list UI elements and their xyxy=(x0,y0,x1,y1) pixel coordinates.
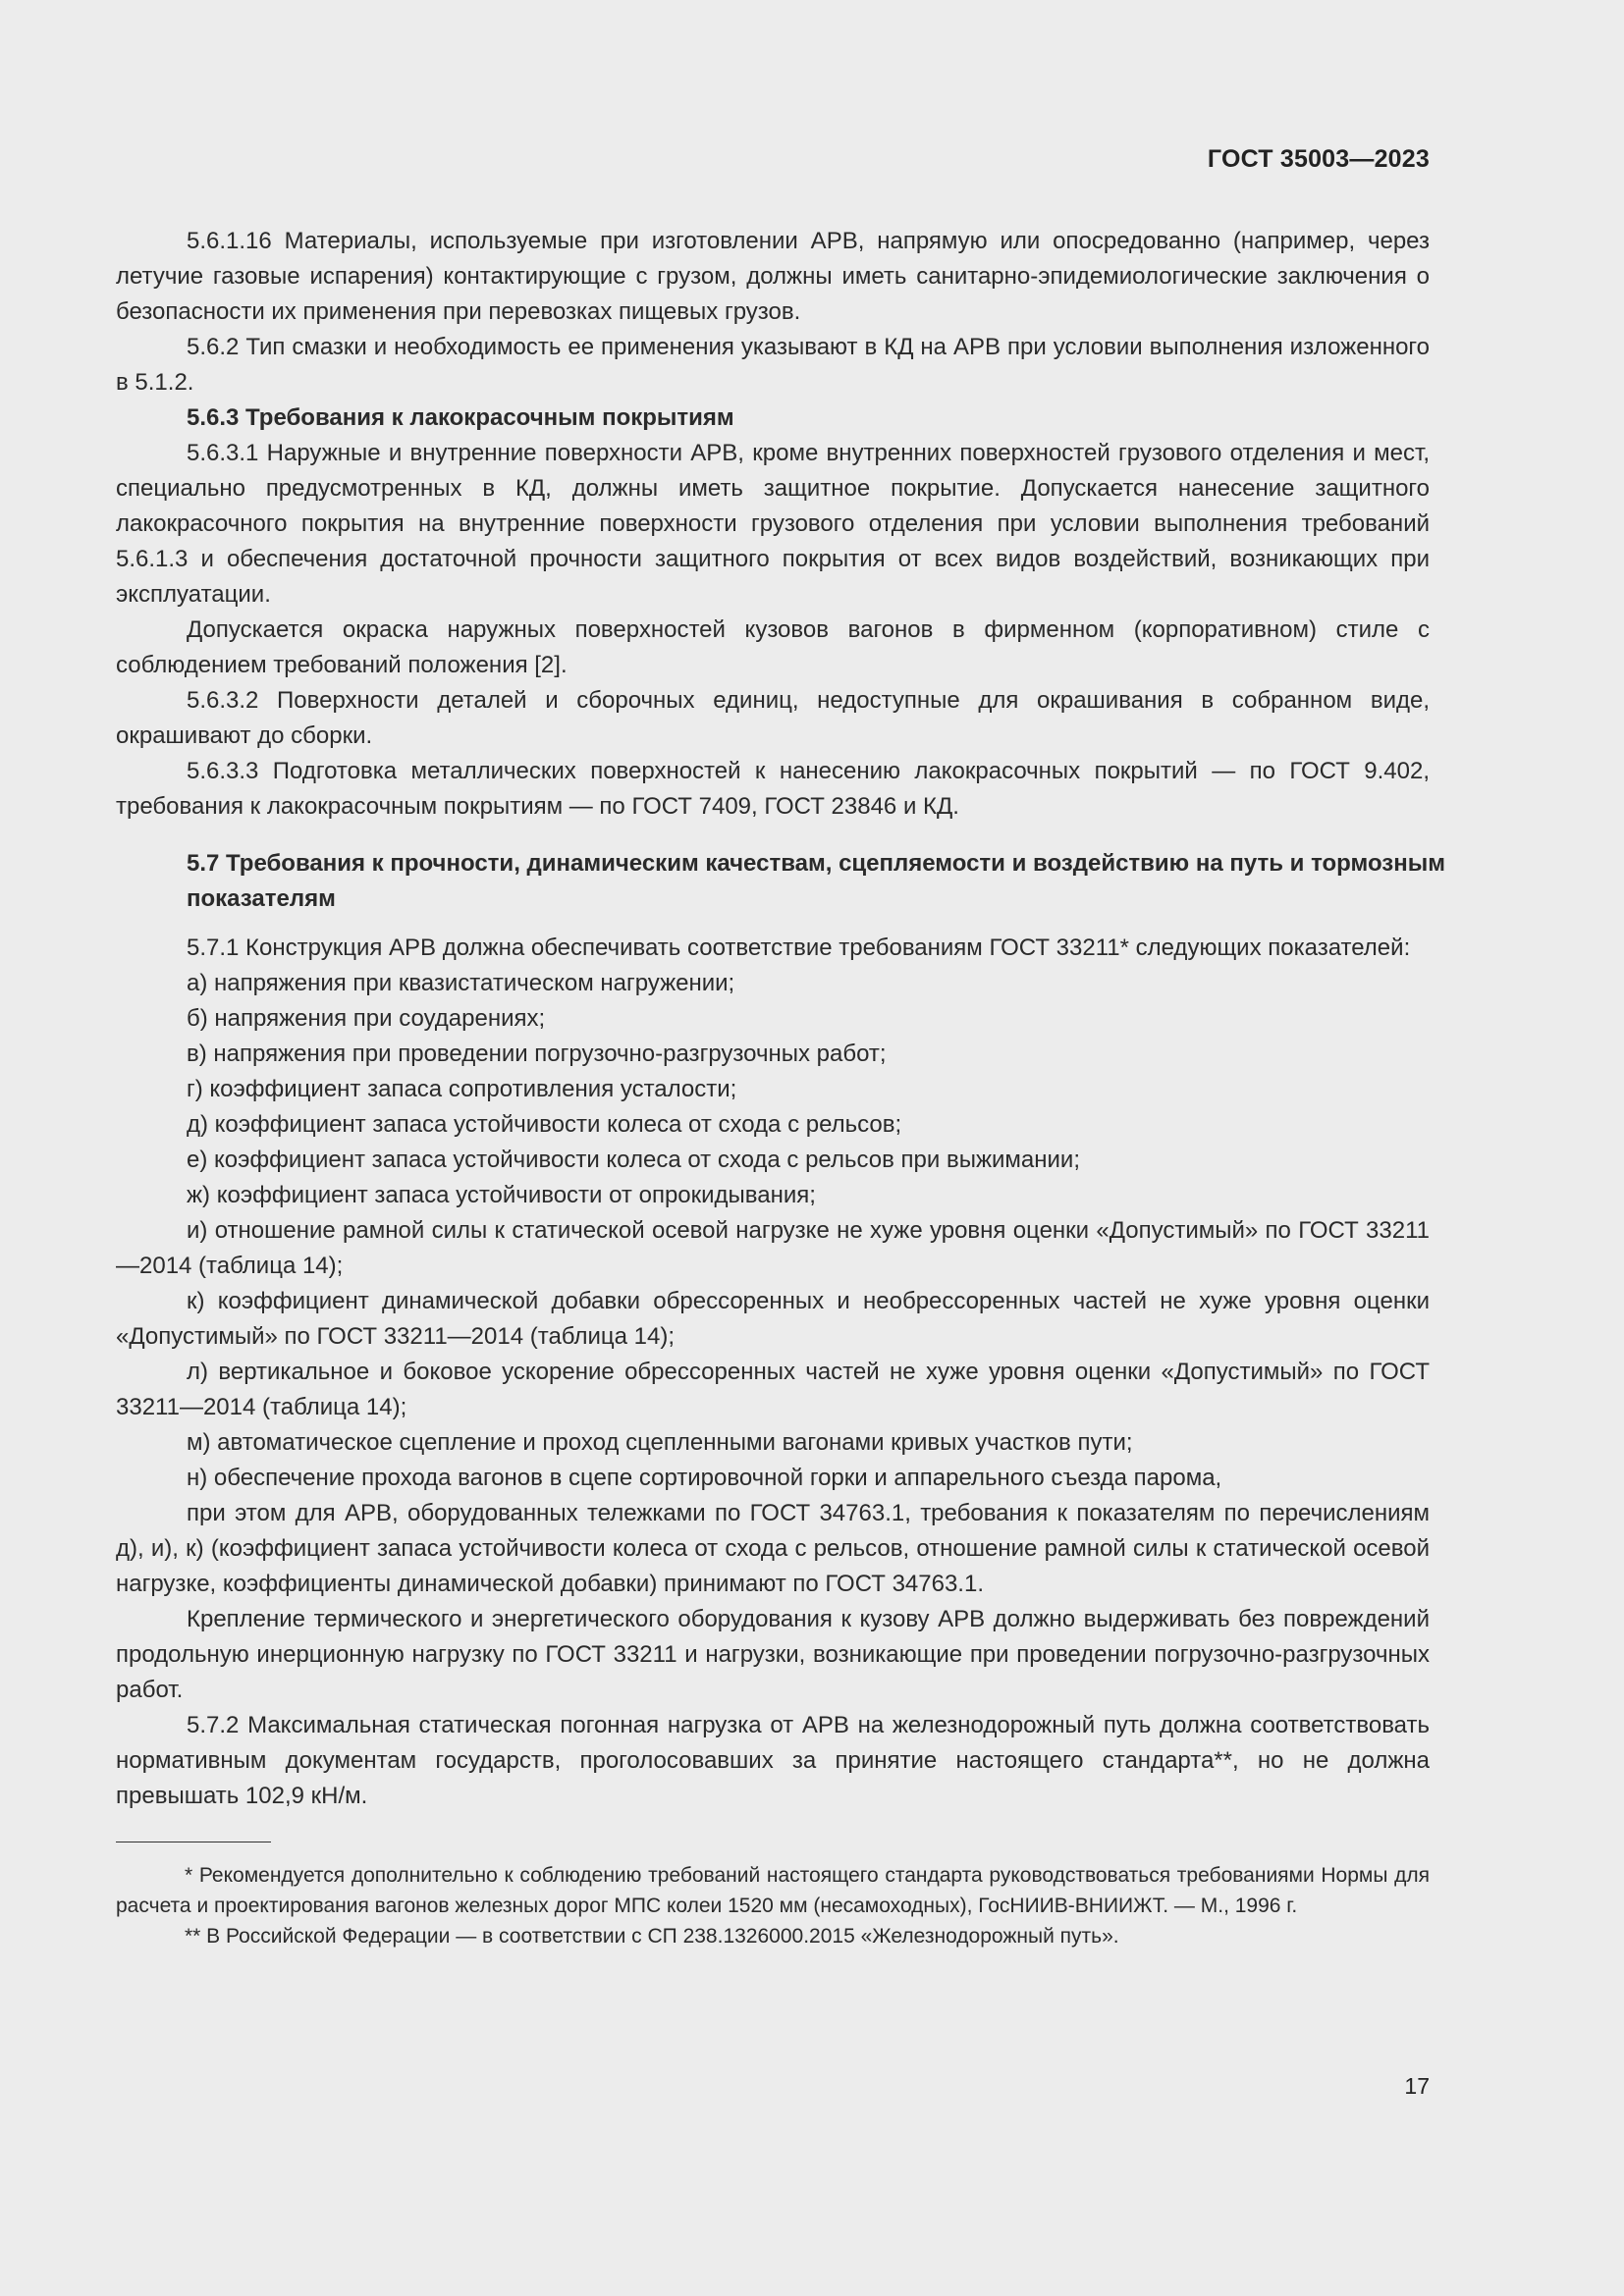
paragraph-5-7-1: 5.7.1 Конструкция АРВ должна обеспечивать соответствие требованиям ГОСТ 33211* следующих показателей: xyxy=(187,934,1411,961)
paragraph-5-6-3-1-corporate-paint: Допускается окраска наружных поверхностей кузовов вагонов в фирменном (корпоративном) стиле с соблюдением требований положения [2]. xyxy=(116,616,1430,678)
list-item: и) отношение рамной силы к статической осевой нагрузке не хуже уровня оценки «Допустимый» по ГОСТ 33211—2014 (таблица 14); xyxy=(116,1217,1430,1279)
list-item: а) напряжения при квазистатическом нагружении; xyxy=(187,970,735,996)
list-item: ж) коэффициент запаса устойчивости от опрокидывания; xyxy=(187,1182,816,1208)
list-item: б) напряжения при соударениях; xyxy=(187,1005,546,1032)
page-number: 17 xyxy=(1404,2073,1430,2099)
paragraph-5-6-3-2: 5.6.3.2 Поверхности деталей и сборочных единиц, недоступные для окрашивания в собранном виде, окрашивают до сборки. xyxy=(116,687,1430,749)
paragraph-5-6-3-3: 5.6.3.3 Подготовка металлических поверхностей к нанесению лакокрасочных покрытий — по ГОСТ 9.402, требования к лакокрасочным покрытиям — по ГОСТ 7409, ГОСТ 23846 и КД. xyxy=(116,758,1430,820)
list-item: г) коэффициент запаса сопротивления усталости; xyxy=(187,1076,737,1102)
list-item: н) обеспечение прохода вагонов в сцепе сортировочной горки и аппарельного съезда парома, xyxy=(187,1465,1222,1491)
document-code-header: ГОСТ 35003—2023 xyxy=(1207,145,1430,173)
paragraph-5-6-1-16: 5.6.1.16 Материалы, используемые при изготовлении АРВ, напрямую или опосредованно (например, через летучие газовые испарения) контактирующие с грузом, должны иметь санитарно-эпидемиологические заключения о безопасности их применения при перевозках пищевых грузов. xyxy=(116,228,1430,325)
page-content xyxy=(116,224,1445,1951)
subheading-5-6-3: 5.6.3 Требования к лакокрасочным покрытиям xyxy=(187,404,734,431)
paragraph-5-7-1-equipment-fixing: Крепление термического и энергетического оборудования к кузову АРВ должно выдерживать без повреждений продольную инерционную нагрузку по ГОСТ 33211 и нагрузки, возникающие при проведении погрузочно-разгрузочных работ. xyxy=(116,1606,1430,1703)
footnote-1: * Рекомендуется дополнительно к соблюдению требований настоящего стандарта руководствоваться требованиями Нормы для расчета и проектирования вагонов железных дорог МПС колеи 1520 мм (несамоходных), ГосНИИВ-ВНИИЖТ. — М., 1996 г. xyxy=(116,1864,1430,1917)
paragraph-5-7-2: 5.7.2 Максимальная статическая погонная нагрузка от АРВ на железнодорожный путь должна соответствовать нормативным документам государств, проголосовавших за принятие настоящего стандарта**, но не должна превышать 102,9 кН/м. xyxy=(116,1712,1430,1809)
paragraph-5-6-3-1: 5.6.3.1 Наружные и внутренние поверхности АРВ, кроме внутренних поверхностей грузового отделения и мест, специально предусмотренных в КД, должны иметь защитное покрытие. Допускается нанесение защитного лакокрасочного покрытия на внутренние поверхности грузового отделения при условии выполнения требований 5.6.1.3 и обеспечения достаточной прочности защитного покрытия от всех видов воздействий, возникающих при эксплуатации. xyxy=(116,440,1430,608)
paragraph-5-6-2: 5.6.2 Тип смазки и необходимость ее применения указывают в КД на АРВ при условии выполнения изложенного в 5.1.2. xyxy=(116,334,1430,396)
list-item: к) коэффициент динамической добавки обрессоренных и необрессоренных частей не хуже уровня оценки «Допустимый» по ГОСТ 33211—2014 (таблица 14); xyxy=(116,1288,1430,1350)
list-item: д) коэффициент запаса устойчивости колеса от схода с рельсов; xyxy=(187,1111,902,1138)
list-item: е) коэффициент запаса устойчивости колеса от схода с рельсов при выжимании; xyxy=(187,1147,1080,1173)
footnotes xyxy=(116,1860,1430,1951)
list-item: м) автоматическое сцепление и проход сцепленными вагонами кривых участков пути; xyxy=(187,1429,1133,1456)
paragraph-5-7-1-bogie-note: при этом для АРВ, оборудованных тележками по ГОСТ 34763.1, требования к показателям по перечислениям д), и), к) (коэффициент запаса устойчивости колеса от схода с рельсов, отношение рамной силы к статической осевой нагрузке, коэффициенты динамической добавки) принимают по ГОСТ 34763.1. xyxy=(116,1500,1430,1597)
footnote-2: ** В Российской Федерации — в соответствии с СП 238.1326000.2015 «Железнодорожный путь». xyxy=(185,1925,1119,1948)
section-heading-5-7: 5.7 Требования к прочности, динамическим качествам, сцепляемости и воздействию на путь и тормозным показателям xyxy=(187,850,1445,912)
list-item: л) вертикальное и боковое ускорение обрессоренных частей не хуже уровня оценки «Допустимый» по ГОСТ 33211—2014 (таблица 14); xyxy=(116,1359,1430,1420)
list-item: в) напряжения при проведении погрузочно-разгрузочных работ; xyxy=(187,1041,887,1067)
